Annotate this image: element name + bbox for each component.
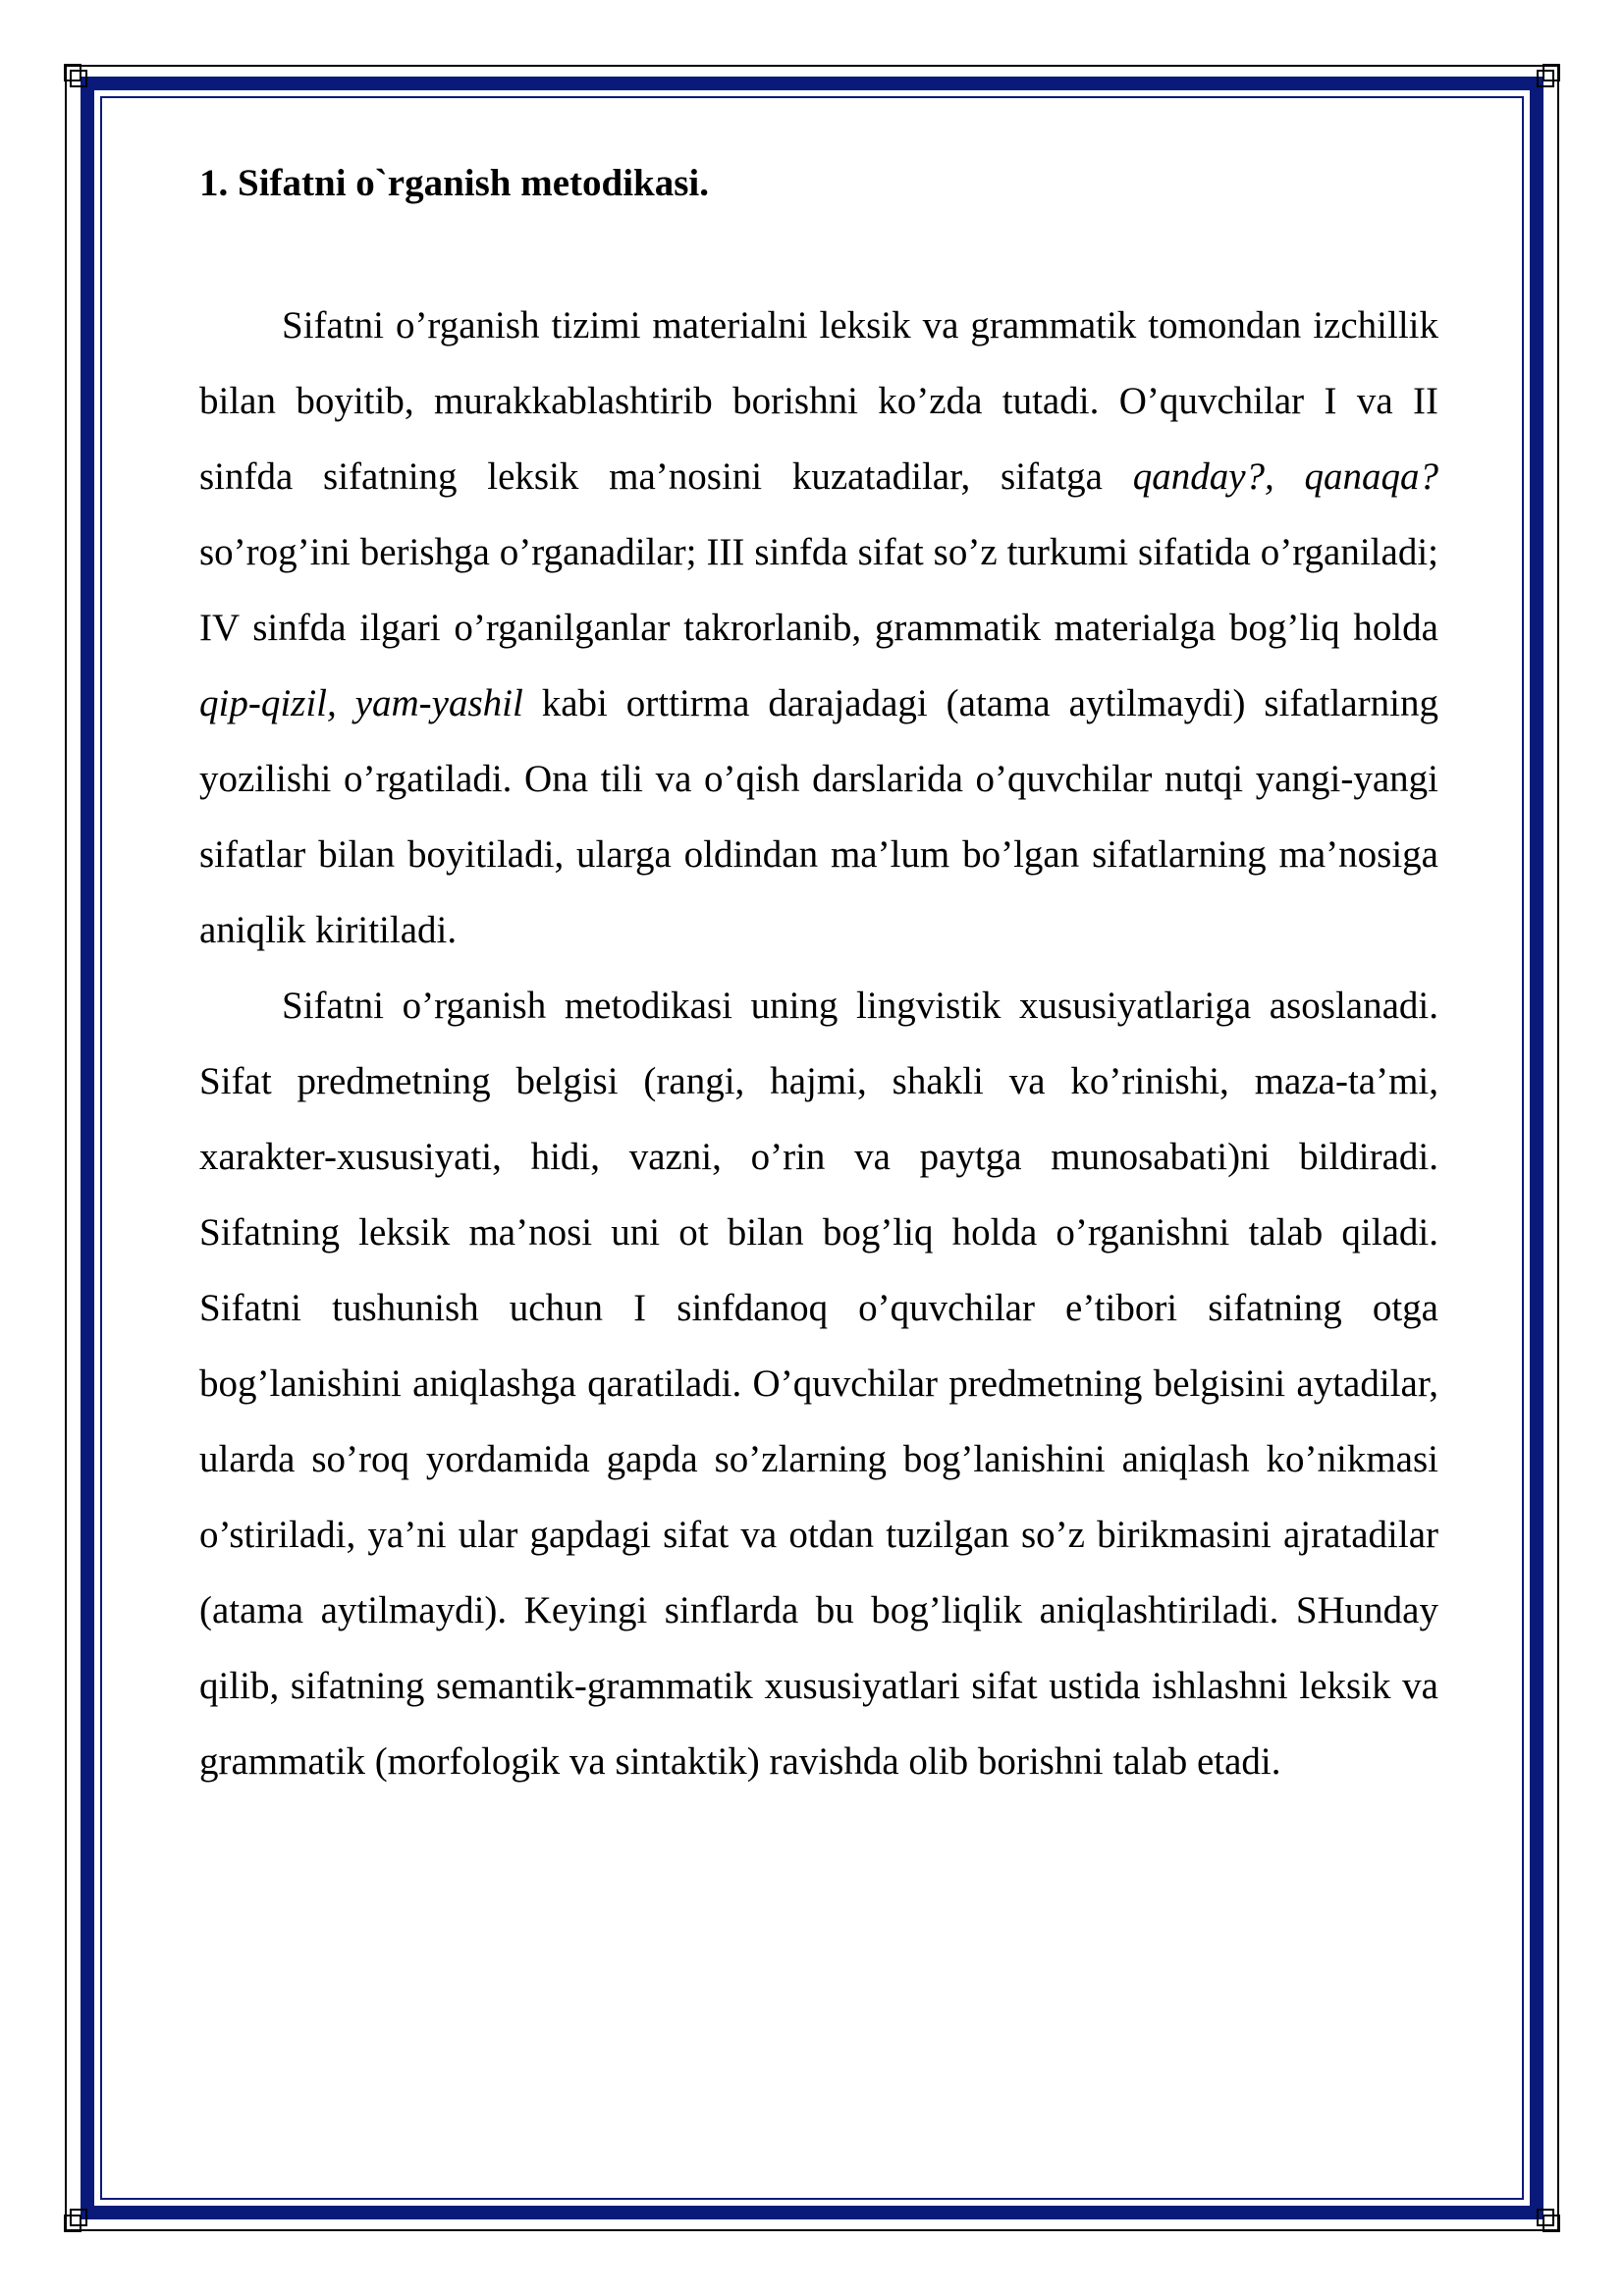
paragraph-1-text-c: kabi orttirma darajadagi (atama aytilmaydi) sifatlarning yozilishi o’rgatiladi. Ona tili va o’qish darslarida o’quvchilar nutqi yangi-yangi sifatlar bilan boyitiladi, ularga oldindan ma’lum bo’lgan sifatlarning ma’nosiga aniqlik kiritiladi. xyxy=(199,681,1438,951)
section-heading: 1. Sifatni o`rganish metodikasi. xyxy=(199,162,709,204)
corner-ornament-bottom-left xyxy=(59,2194,102,2237)
paragraph-1-text-b: so’rog’ini berishga o’rganadilar; III sinfda sifat so’z turkumi sifatida o’rganiladi; IV sinfda ilgari o’rganilganlar takrorlanib, grammatik materialga bog’liq holda xyxy=(199,530,1438,649)
paragraph-1-italic-examples: qip-qizil, yam-yashil xyxy=(199,681,523,724)
paragraph-1-text-a: Sifatni o’rganish tizimi materialni leksik va grammatik tomondan izchillik bilan boyitib, murakkablashtirib borishni ko’zda tutadi. O’quvchilar I va II sinfda sifatning leksik ma’nosini kuzatadilar, sifatga xyxy=(199,303,1438,498)
document-body xyxy=(199,149,1438,1799)
paragraph-2: Sifatni o’rganish metodikasi uning lingvistik xususiyatlariga asoslanadi. Sifat predmetning belgisi (rangi, hajmi, shakli va ko’rinishi, maza-ta’mi, xarakter-xususiyati, hidi, vazni, o’rin va paytga munosabati)ni bildiradi. Sifatning leksik ma’nosi uni ot bilan bog’liq holda o’rganishni talab qiladi. Sifatni tushunish uchun I sinfdanoq o’quvchilar e’tibori sifatning otga bog’lanishini aniqlashga qaratiladi. O’quvchilar predmetning belgisini aytadilar, ularda so’roq yordamida gapda so’zlarning bog’lanishini aniqlash ko’nikmasi o’stiriladi, ya’ni ular gapdagi sifat va otdan tuzilgan so’z birikmasini ajratadilar (atama aytilmaydi). Keyingi sinflarda bu bog’liqlik aniqlashtiriladi. SHunday qilib, sifatning semantik-grammatik xususiyatlari sifat ustida ishlashni leksik va grammatik (morfologik va sintaktik) ravishda olib borishni talab etadi. xyxy=(199,984,1438,1783)
corner-ornament-top-right xyxy=(1522,59,1565,102)
paragraph-1-italic-questions: qanday?, qanaqa? xyxy=(1132,454,1438,498)
corner-ornament-top-left xyxy=(59,59,102,102)
corner-ornament-bottom-right xyxy=(1522,2194,1565,2237)
paragraph-1 xyxy=(199,288,1438,968)
